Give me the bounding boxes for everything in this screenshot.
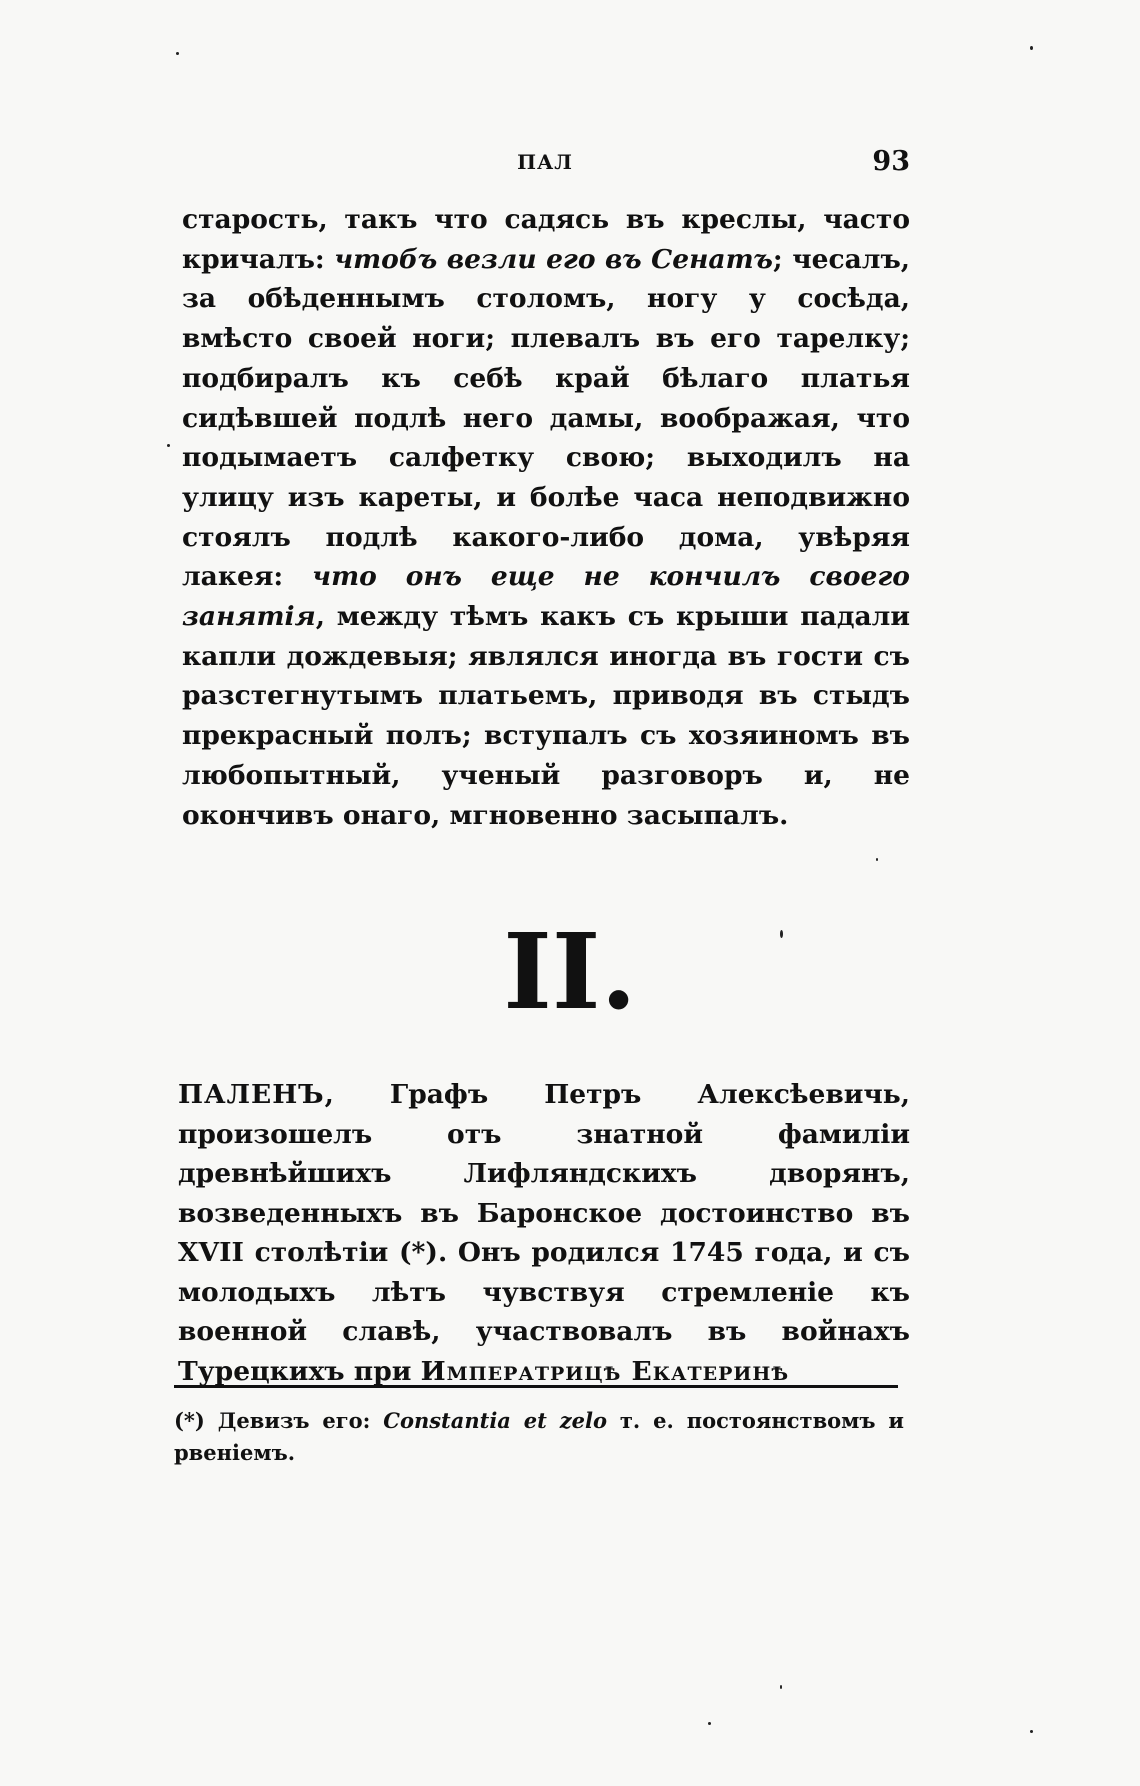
scan-speck	[876, 858, 878, 861]
entry-name: ПАЛЕНЪ	[178, 1079, 325, 1110]
footnote	[174, 1405, 904, 1469]
scan-speck	[1030, 46, 1033, 50]
scan-speck	[176, 52, 179, 55]
footnote-rule	[174, 1385, 898, 1388]
footnote-text: (*) Девизъ его:	[174, 1408, 384, 1433]
body-paragraph	[182, 200, 910, 835]
page-header	[180, 146, 910, 182]
body-text-part: старость, такъ что садясь въ креслы, часто кричалъ:	[182, 204, 910, 275]
scan-speck	[708, 1722, 711, 1725]
scan-speck	[1030, 1730, 1033, 1733]
entry-small-caps: Императрицѣ Екатеринѣ	[420, 1355, 790, 1387]
entry-paragraph	[178, 1075, 910, 1391]
section-numeral: II.	[503, 910, 637, 1033]
scan-speck	[167, 444, 170, 447]
scan-speck	[780, 930, 783, 938]
running-head: ПАЛ	[517, 150, 573, 174]
scan-speck	[780, 1685, 782, 1689]
page-number: 93	[872, 146, 910, 177]
entry-text: , Графъ Петръ Алексѣевичь, произошелъ отъ знатной фамиліи древнѣйшихъ Лифляндскихъ дворянъ, возведенныхъ въ Баронское достоинство въ XVII столѣтіи (*). Онъ родился 1745 года, и съ молодыхъ лѣтъ чувствуя стремленіе къ военной славѣ, участвовалъ въ войнахъ Турецкихъ при	[178, 1079, 910, 1387]
body-text-part: , между тѣмъ какъ съ крыши падали капли дождевыя; являлся иногда въ гости съ разстегнутымъ платьемъ, приводя въ стыдъ прекрасный полъ; вступалъ съ хозяиномъ въ любопытный, ученый разговоръ и, не окончивъ онаго, мгновенно засыпалъ.	[182, 601, 910, 831]
footnote-text: т. е. постоянствомъ и рвеніемъ.	[174, 1408, 904, 1465]
body-italic-quote: чтобъ везли его въ Сенатъ	[334, 243, 773, 275]
body-italic-quote: что онъ еще не кончилъ своего занятія	[182, 561, 910, 633]
body-text-part: ; чесалъ, за обѣденнымъ столомъ, ногу у сосѣда, вмѣсто своей ноги; плевалъ въ его тарелку; подбиралъ къ себѣ край бѣлаго платья сидѣвшей подлѣ него дамы, воображая, что подымаетъ салфетку свою; выходилъ на улицу изъ кареты, и болѣе часа неподвижно стоялъ подлѣ какого-либо дома, увѣряя лакея:	[182, 243, 910, 593]
footnote-motto: Constantia et zelo	[383, 1408, 608, 1433]
